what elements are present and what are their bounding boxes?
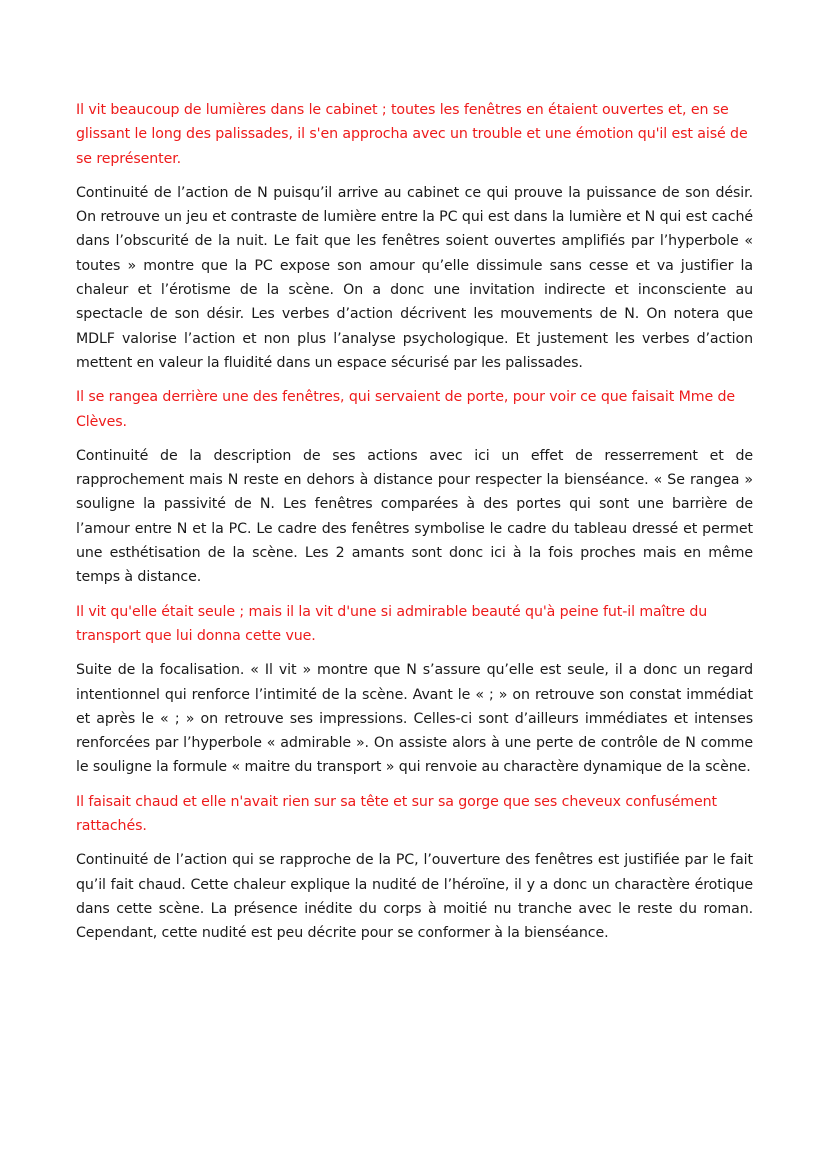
commentary-paragraph: Continuité de l’action qui se rapproche de la PC, l’ouverture des fenêtres est justifiée par le fait qu’il fait chaud. Cette chaleur explique la nudité de l’héroïne, il y a donc un charactère érotique dans cette scène. La présence inédite du corps à moitié nu tranche avec le reste du roman. Cependant, cette nudité est peu décrite pour se conformer à la bienséance.	[76, 852, 753, 942]
commentary-paragraph: Continuité de l’action de N puisqu’il arrive au cabinet ce qui prouve la puissance de son désir. On retrouve un jeu et contraste de lumière entre la PC qui est dans la lumière et N qui est caché dans l’obscurité de la nuit. Le fait que les fenêtres soient ouvertes amplifiés par l’hyperbole « toutes » montre que la PC expose son amour qu’elle dissimule sans cesse et va justifier la chaleur et l’érotisme de la scène. On a donc une invitation indirecte et inconsciente au spectacle de son désir. Les verbes d’action décrivent les mouvements de N. On notera que MDLF valorise l’action et non plus l’analyse psychologique. Et justement les verbes d’action mettent en valeur la fluidité dans un espace sécurisé par les palissades.	[76, 184, 753, 371]
commentary-paragraph: Continuité de la description de ses actions avec ici un effet de resserrement et de rapprochement mais N reste en dehors à distance pour respecter la bienséance. « Se rangea » souligne la passivité de N. Les fenêtres comparées à des portes qui sont une barrière de l’amour entre N et la PC. Le cadre des fenêtres symbolise le cadre du tableau dressé et permet une esthétisation de la scène. Les 2 amants sont donc ici à la fois proches mais en même temps à distance.	[76, 447, 753, 586]
quote-paragraph: Il vit qu'elle était seule ; mais il la vit d'une si admirable beauté qu'à peine fut-il maître du transport que lui donna cette vue.	[76, 603, 708, 644]
commentary-paragraph: Suite de la focalisation. « Il vit » montre que N s’assure qu’elle est seule, il a donc un regard intentionnel qui renforce l’intimité de la scène. Avant le « ; » on retrouve son constat immédiat et après le « ; » on retrouve ses impressions. Celles-ci sont d’ailleurs immédiates et intenses renforcées par l’hyperbole « admirable ». On assiste alors à une perte de contrôle de N comme le souligne la formule « maitre du transport » qui renvoie au charactère dynamique de la scène.	[76, 662, 753, 776]
quote-paragraph: Il vit beaucoup de lumières dans le cabinet ; toutes les fenêtres en étaient ouvertes et, en se glissant le long des palissades, il s'en approcha avec un trouble et une émotion qu'il est aisé de se représenter.	[76, 102, 748, 167]
quote-paragraph: Il faisait chaud et elle n'avait rien sur sa tête et sur sa gorge que ses cheveux confusément rattachés.	[76, 793, 717, 835]
quote-paragraph: Il se rangea derrière une des fenêtres, qui servaient de porte, pour voir ce que faisait Mme de Clèves.	[76, 389, 736, 430]
document-page	[76, 98, 753, 956]
